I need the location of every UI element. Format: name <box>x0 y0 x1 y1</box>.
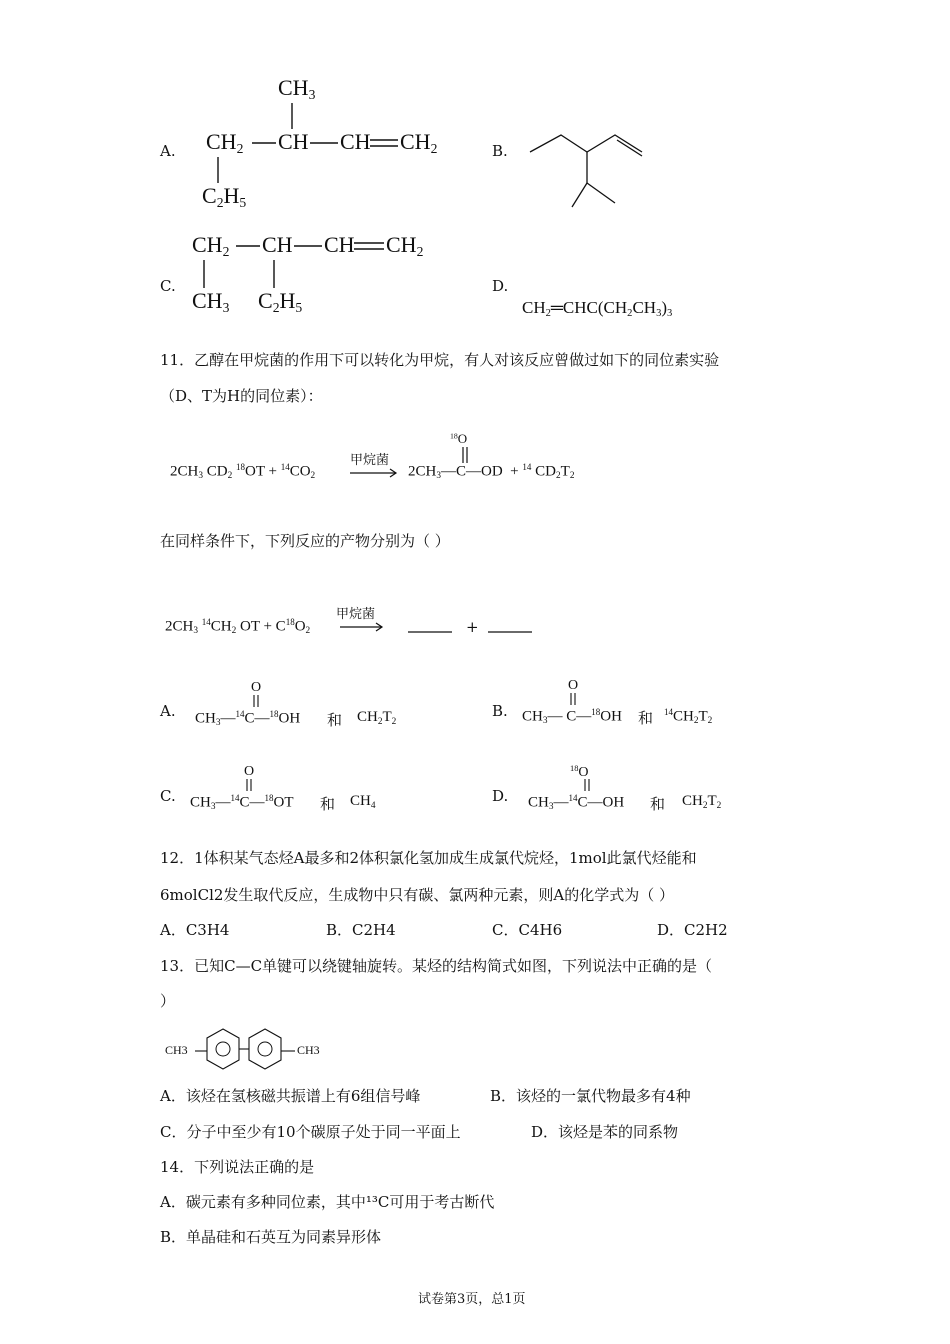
q12-option-b: B．C2H4 <box>326 921 396 939</box>
q10-option-b-skeletal <box>525 125 665 215</box>
q11-eq2-catalyst: 甲烷菌 <box>336 606 376 621</box>
q11-option-a-label: A. <box>160 702 176 720</box>
q10-option-d-formula: $CH_2═CHC(CH_2CH_3)_3$ <box>522 298 673 320</box>
q10-option-a-label: A. <box>160 142 176 160</box>
q13-structure: CH3 CH3 <box>165 1023 335 1073</box>
q14-option-b: B．单晶硅和石英互为同素异形体 <box>160 1228 382 1246</box>
q13-option-a: A．该烃在氢核磁共振谱上有6组信号峰 <box>160 1087 421 1105</box>
q11-eq2-arrow <box>340 623 390 633</box>
q11-eq1-o18: $^{18}$O <box>450 431 468 446</box>
q10a-c2h5: $C_2H_5$ <box>202 183 247 211</box>
page-footer: 试卷第3页，总1页 <box>418 1292 526 1307</box>
q11-option-c-label: C. <box>160 787 176 805</box>
q13-stem-line1: 13．已知C—C单键可以绕键轴旋转。某烃的结构简式如图，下列说法中正确的是（ <box>160 957 713 975</box>
q10-option-d-label: D. <box>492 277 509 295</box>
q10a-ch-2: CH <box>340 129 371 154</box>
q14-option-a: A．碳元素有多种同位素，其中¹³C可用于考古断代 <box>160 1193 495 1211</box>
q14-stem: 14．下列说法正确的是 <box>160 1158 315 1176</box>
q11-eq2-blank-2 <box>488 630 538 634</box>
q11-eq2-blank-1 <box>408 630 458 634</box>
q11-option-a: O $CH_3—^{14}C—^{18}OH$ 和 $CH_2T_2$ <box>195 680 397 729</box>
q11-eq1-arrow <box>350 469 400 479</box>
q12-option-d: D．C2H2 <box>657 921 728 939</box>
q11-option-b: O $CH_3—$ C—$^{18}$OH 和 $^{14}CH_2T_2$ <box>522 678 713 727</box>
q12-option-a: A．C3H4 <box>160 921 230 939</box>
q11-stem-line1: 11．乙醇在甲烷菌的作用下可以转化为甲烷，有人对该反应曾做过如下的同位素实验 <box>160 351 720 369</box>
q13-option-c: C．分子中至少有10个碳原子处于同一平面上 <box>160 1123 461 1141</box>
q11-eq2-left: $2CH_3$ $^{14}CH_2$ OT + $C^{18}O_2$ <box>165 617 311 637</box>
q11-option-d-label: D. <box>492 787 509 805</box>
q12-stem-line1: 12．1体积某气态烃A最多和2体积氯化氢加成生成氯代烷烃，1mol此氯代烃能和 <box>160 849 697 867</box>
q11-eq2-plus: + <box>466 618 479 636</box>
q10a-ch2-2: $CH_2$ <box>400 129 438 157</box>
q10a-ch3: $CH_3$ <box>278 75 316 103</box>
q10-option-c-label: C. <box>160 277 176 295</box>
q11-eq1-left: $2CH_3$ $CD_2$ $^{18}OT + ^{14}CO_2$ <box>170 462 316 482</box>
q13-stem-line2: ） <box>160 992 176 1010</box>
q12-stem-line2: 6molCl2发生取代反应，生成物中只有碳、氯两种元素，则A的化学式为（ ） <box>160 886 675 904</box>
q11-question: 在同样条件下，下列反应的产物分别为（ ） <box>160 532 450 550</box>
q10a-ch: CH <box>278 129 309 154</box>
q11-option-b-label: B. <box>492 702 508 720</box>
q11-eq1-catalyst: 甲烷菌 <box>350 452 390 467</box>
q10-option-c-structure: $CH_2$ CH CH $CH_2$ $CH_3$ $C_2H_5$ <box>192 232 424 316</box>
q10-option-a-structure <box>200 75 460 215</box>
q11-stem-line2: （D、T为H的同位素）： <box>160 387 323 405</box>
q10a-bonds <box>200 75 460 215</box>
q12-option-c: C．C4H6 <box>492 921 563 939</box>
q11-option-c: O $CH_3—^{14}C—^{18}OT$ 和 $CH_4$ <box>190 764 376 813</box>
q11-option-d: $^{18}$O $CH_3—^{14}C—OH$ 和 $CH_2T_2$ <box>528 764 722 813</box>
q10a-ch2-1: $CH_2$ <box>206 129 244 157</box>
q11-eq1-right: $2CH_3—C—OD + ^{14}$ $CD_2T_2$ <box>408 462 575 482</box>
q13-option-b: B．该烃的一氯代物最多有4种 <box>490 1087 691 1105</box>
q13-option-d: D．该烃是苯的同系物 <box>531 1123 679 1141</box>
q10-option-b-label: B. <box>492 142 508 160</box>
